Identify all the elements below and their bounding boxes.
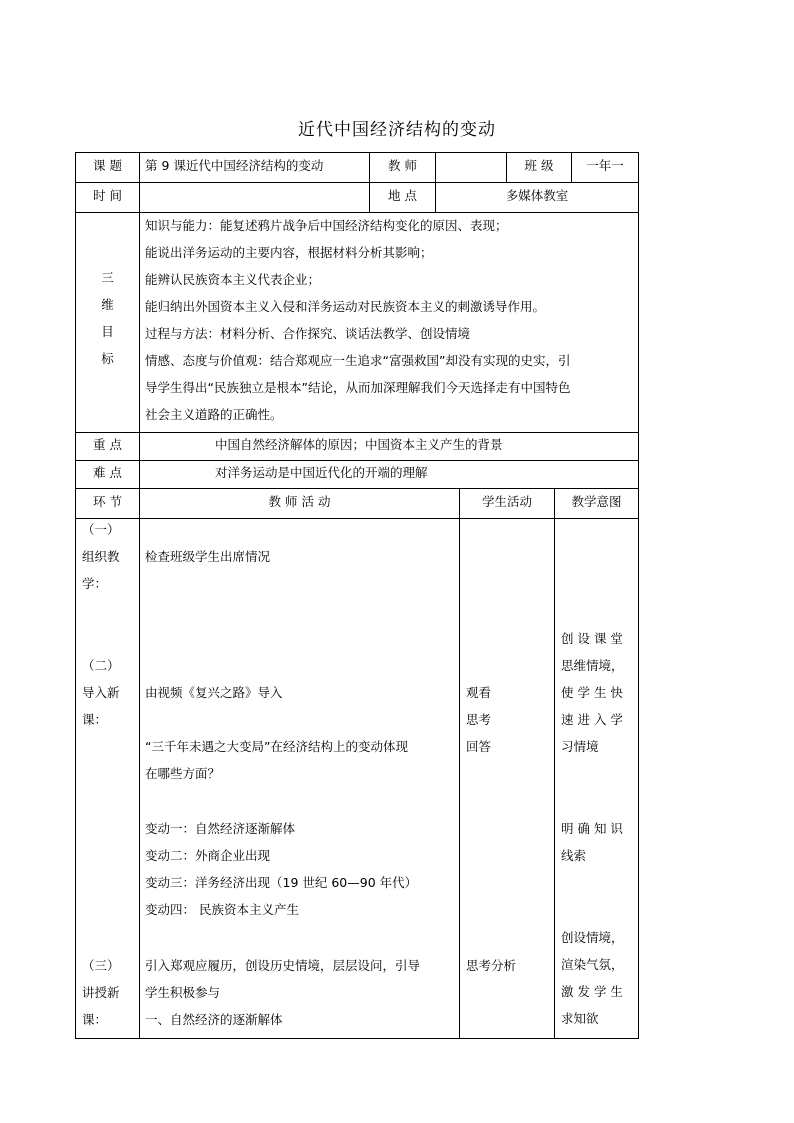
goal-line: 导学生得出“民族独立是根本”结论，从而加深理解我们今天选择走有中国特色	[145, 380, 571, 395]
change-item: 变动三：洋务经济出现（19 世纪 60—90 年代）	[145, 875, 418, 890]
teacher-activity-header: 教 师 活 动	[268, 494, 331, 509]
stage2-label: （二） 导入新 课：	[82, 658, 120, 727]
goal-line: 社会主义道路的正确性。	[145, 407, 283, 422]
student-activity-header: 学生活动	[481, 494, 532, 509]
class-value: 一年一	[586, 158, 624, 173]
stage1-teacher: 检查班级学生出席情况	[145, 549, 271, 564]
stage2-intent: 创 设 课 堂 思维情境， 使 学 生 快 速 进 入 学 习情境	[561, 631, 624, 754]
stage2-teacher: 由视频《复兴之路》导入	[145, 685, 283, 700]
intent-header: 教学意图	[571, 494, 622, 509]
page-title: 近代中国经济结构的变动	[298, 120, 496, 140]
goal-line: 能归纳出外国资本主义入侵和洋务运动对民族资本主义的刺激诱导作用。	[145, 299, 546, 314]
goals-text	[145, 212, 570, 428]
lesson-value: 第 9 课近代中国经济结构的变动	[145, 158, 324, 173]
stage2-student: 观看 思考 回答	[466, 685, 492, 754]
teacher-label: 教 师	[388, 158, 417, 173]
stage3-label: （三） 讲授新 课：	[82, 958, 120, 1027]
difficulty-label: 难 点	[93, 465, 122, 480]
stage3-intent: 创设情境， 渲染气氛， 激 发 学 生 求知欲	[561, 930, 624, 1026]
change-item: 变动二：外商企业出现	[145, 848, 271, 863]
difficulty-text: 对洋务运动是中国近代化的开端的理解	[215, 465, 428, 480]
class-label: 班 级	[524, 158, 554, 173]
goal-line: 知识与能力：能复述鸦片战争后中国经济结构变化的原因、表现；	[145, 218, 508, 233]
stage3-student: 思考分析	[466, 958, 517, 973]
time-label: 时 间	[93, 188, 122, 203]
stage1-label: （一） 组织教 学：	[82, 522, 120, 591]
stage2-question: “三千年未遇之大变局”在经济结构上的变动体现 在哪些方面？	[145, 739, 408, 781]
change-item: 变动四： 民族资本主义产生	[145, 902, 299, 917]
goal-line: 情感、态度与价值观：结合郑观应一生追求“富强救国”却没有实现的史实，引	[145, 353, 571, 368]
lesson-label: 课 题	[93, 158, 122, 173]
goal-line: 过程与方法：材料分析、合作探究、谈话法教学、创设情境	[145, 326, 471, 341]
goal-line: 能说出洋务运动的主要内容，根据材料分析其影响；	[145, 245, 433, 260]
goal-line: 能辨认民族资本主义代表企业；	[145, 272, 321, 287]
stage2-changes	[145, 815, 417, 923]
place-value: 多媒体教室	[505, 188, 569, 203]
stage2-intent-2: 明 确 知 识 线索	[561, 821, 623, 863]
stage3-teacher: 引入郑观应履历，创设历史情境，层层设问，引导 学生积极参与 一、自然经济的逐渐解体	[145, 958, 421, 1027]
key-point-label: 重 点	[93, 437, 122, 452]
key-point-text: 中国自然经济解体的原因；中国资本主义产生的背景	[215, 437, 503, 452]
change-item: 变动一：自然经济逐渐解体	[145, 821, 296, 836]
place-label: 地 点	[388, 188, 417, 203]
goals-label: 三 维 目 标	[101, 270, 114, 366]
stage-header: 环 节	[93, 494, 122, 509]
